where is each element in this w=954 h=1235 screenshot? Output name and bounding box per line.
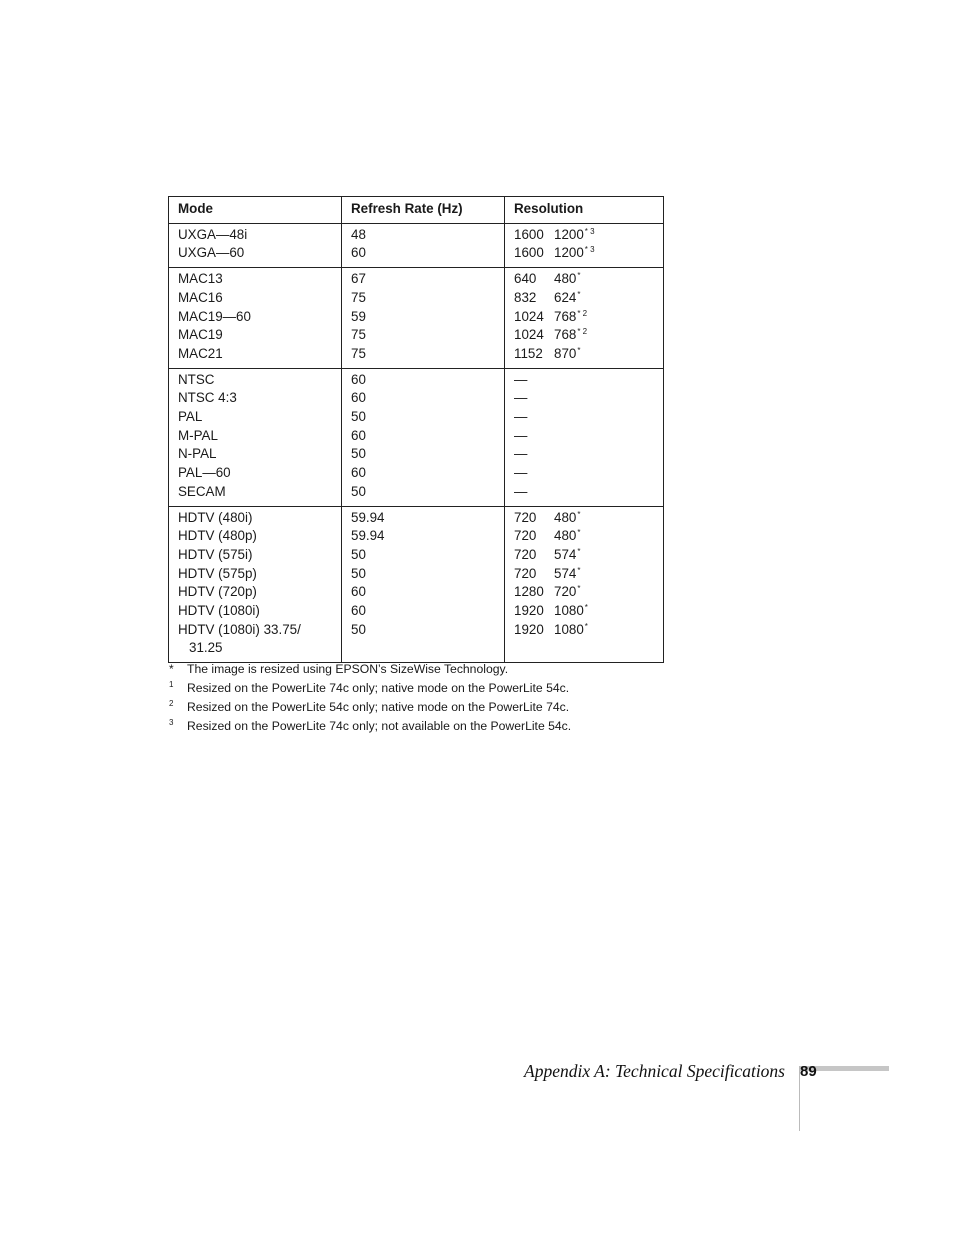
footnote-ref: * 2 xyxy=(577,327,588,337)
footnote-ref: * xyxy=(577,528,581,538)
refresh-rate: 60 xyxy=(351,584,366,600)
mode-name: HDTV (1080i) 33.75/ xyxy=(178,621,301,637)
resolution-width: 1024 xyxy=(514,327,544,343)
resolution-cell xyxy=(505,506,664,663)
footnote xyxy=(168,698,628,717)
refresh-rate: 60 xyxy=(351,371,366,387)
mode-name: HDTV (720p) xyxy=(178,584,257,600)
resolution-line xyxy=(514,326,654,345)
mode-name: HDTV (480p) xyxy=(178,528,257,544)
table-header-row xyxy=(169,197,664,224)
mode-name: PAL—60 xyxy=(178,465,231,481)
resolution-height: 768 xyxy=(554,327,577,343)
mode-name: HDTV (480i) xyxy=(178,509,253,525)
resolution-line xyxy=(514,427,654,446)
refresh-rate-cell xyxy=(342,268,505,369)
resolution-cell xyxy=(505,223,664,267)
resolution-height: 768 xyxy=(554,308,577,324)
refresh-rate: 60 xyxy=(351,390,366,406)
mode-name: NTSC xyxy=(178,371,215,387)
footnote-ref: * 2 xyxy=(577,308,588,318)
refresh-rate: 75 xyxy=(351,327,366,343)
resolution-width: 1920 xyxy=(514,603,544,619)
refresh-rate: 48 xyxy=(351,226,366,242)
footnote-mark: 1 xyxy=(169,680,174,689)
footnote-ref: * xyxy=(584,603,588,613)
resolution-line xyxy=(514,289,654,308)
footnote-ref: * xyxy=(584,621,588,631)
refresh-rate-cell xyxy=(342,506,505,663)
refresh-rate: 50 xyxy=(351,565,366,581)
footnote-mark: 2 xyxy=(169,699,174,708)
mode-name: UXGA—60 xyxy=(178,245,245,261)
refresh-rate: 50 xyxy=(351,446,366,462)
footnote-mark: 3 xyxy=(169,718,174,727)
resolution-width: 1280 xyxy=(514,584,544,600)
resolution-line xyxy=(514,621,654,640)
refresh-rate: 60 xyxy=(351,465,366,481)
mode-name: PAL xyxy=(178,409,203,425)
mode-cell xyxy=(169,223,342,267)
resolution-width: 1600 xyxy=(514,245,544,261)
not-applicable-dash: — xyxy=(514,483,528,499)
refresh-rate: 75 xyxy=(351,289,366,305)
resolution-line xyxy=(514,483,654,502)
table-row xyxy=(169,368,664,506)
page-number: 89 xyxy=(800,1063,817,1080)
mode-cell xyxy=(169,368,342,506)
footnote-ref: * xyxy=(577,584,581,594)
not-applicable-dash: — xyxy=(514,390,528,406)
resolution-line xyxy=(514,464,654,483)
mode-name: N-PAL xyxy=(178,446,217,462)
resolution-height: 1200 xyxy=(554,226,584,242)
footnote xyxy=(168,717,628,736)
resolution-width: 1600 xyxy=(514,226,544,242)
footnotes xyxy=(168,660,628,736)
footnote xyxy=(168,679,628,698)
refresh-rate: 60 xyxy=(351,603,366,619)
table-row xyxy=(169,506,664,663)
footnote-ref: * xyxy=(577,345,581,355)
header-resolution: Resolution xyxy=(505,197,664,224)
mode-name: NTSC 4:3 xyxy=(178,390,237,406)
refresh-rate: 67 xyxy=(351,271,366,287)
resolution-line xyxy=(514,270,654,289)
footnote xyxy=(168,660,628,679)
resolution-line xyxy=(514,546,654,565)
resolution-cell xyxy=(505,268,664,369)
not-applicable-dash: — xyxy=(514,371,528,387)
header-refresh-rate: Refresh Rate (Hz) xyxy=(342,197,505,224)
resolution-width: 1152 xyxy=(514,345,543,361)
resolution-height: 1080 xyxy=(554,603,584,619)
footnote-ref: * xyxy=(577,509,581,519)
resolution-line xyxy=(514,389,654,408)
mode-name: SECAM xyxy=(178,483,226,499)
resolution-height: 574 xyxy=(554,565,577,581)
resolution-cell xyxy=(505,368,664,506)
resolution-width: 720 xyxy=(514,546,537,562)
refresh-rate: 50 xyxy=(351,409,366,425)
row-spacer xyxy=(351,639,495,658)
not-applicable-dash: — xyxy=(514,446,528,462)
footnote-ref: * xyxy=(577,289,581,299)
footnote-ref: * xyxy=(577,565,581,575)
resolution-line xyxy=(514,583,654,602)
mode-name: MAC13 xyxy=(178,271,223,287)
mode-name: HDTV (575i) xyxy=(178,546,253,562)
resolution-height: 1080 xyxy=(554,621,584,637)
resolution-line xyxy=(514,445,654,464)
mode-name: UXGA—48i xyxy=(178,226,248,242)
resolution-line xyxy=(514,602,654,621)
refresh-rate: 59.94 xyxy=(351,509,385,525)
table-body xyxy=(169,223,664,662)
header-mode: Mode xyxy=(169,197,342,224)
resolution-height: 480 xyxy=(554,509,577,525)
footnote-ref: * xyxy=(577,546,581,556)
mode-name: M-PAL xyxy=(178,427,218,443)
footnote-ref: * xyxy=(577,271,581,281)
resolution-width: 640 xyxy=(514,271,537,287)
not-applicable-dash: — xyxy=(514,427,528,443)
resolution-width: 720 xyxy=(514,509,537,525)
resolution-line xyxy=(514,308,654,327)
resolution-line xyxy=(514,509,654,528)
mode-name: MAC21 xyxy=(178,345,223,361)
refresh-rate: 50 xyxy=(351,483,366,499)
refresh-rate-cell xyxy=(342,223,505,267)
refresh-rate: 50 xyxy=(351,546,366,562)
resolution-line xyxy=(514,345,654,364)
table-row xyxy=(169,223,664,267)
resolution-height: 480 xyxy=(554,271,577,287)
resolution-height: 870 xyxy=(554,345,577,361)
footnote-text: Resized on the PowerLite 54c only; native mode on the PowerLite 74c. xyxy=(187,700,570,714)
resolution-line xyxy=(514,371,654,390)
table-row xyxy=(169,268,664,369)
mode-cell xyxy=(169,268,342,369)
resolution-line xyxy=(514,226,654,245)
mode-cell xyxy=(169,506,342,663)
mode-name: MAC16 xyxy=(178,289,223,305)
resolution-width: 832 xyxy=(514,289,537,305)
resolution-width: 720 xyxy=(514,565,537,581)
resolution-line xyxy=(514,244,654,263)
refresh-rate: 59 xyxy=(351,308,366,324)
resolution-height: 574 xyxy=(554,546,577,562)
footnote-text: Resized on the PowerLite 74c only; native mode on the PowerLite 54c. xyxy=(187,681,570,695)
refresh-rate: 75 xyxy=(351,345,366,361)
mode-name: MAC19 xyxy=(178,327,223,343)
resolution-line xyxy=(514,408,654,427)
resolution-height: 480 xyxy=(554,528,577,544)
mode-name-continued: 31.25 xyxy=(189,640,223,656)
row-spacer xyxy=(514,639,654,658)
footnote-mark: * xyxy=(169,662,174,676)
display-modes-table xyxy=(168,196,664,663)
resolution-width: 1024 xyxy=(514,308,544,324)
footer-title: Appendix A: Technical Specifications xyxy=(524,1061,785,1081)
refresh-rate: 50 xyxy=(351,621,366,637)
resolution-height: 624 xyxy=(554,289,577,305)
resolution-width: 720 xyxy=(514,528,537,544)
refresh-rate-cell xyxy=(342,368,505,506)
mode-name: HDTV (1080i) xyxy=(178,603,260,619)
resolution-height: 1200 xyxy=(554,245,584,261)
footnote-text: Resized on the PowerLite 74c only; not available on the PowerLite 54c. xyxy=(187,719,572,733)
refresh-rate: 60 xyxy=(351,427,366,443)
resolution-height: 720 xyxy=(554,584,577,600)
resolution-line xyxy=(514,565,654,584)
mode-name: HDTV (575p) xyxy=(178,565,257,581)
not-applicable-dash: — xyxy=(514,465,528,481)
footnote-ref: * 3 xyxy=(584,245,595,255)
refresh-rate: 59.94 xyxy=(351,528,385,544)
mode-name: MAC19—60 xyxy=(178,308,251,324)
not-applicable-dash: — xyxy=(514,409,528,425)
footnote-ref: * 3 xyxy=(584,226,595,236)
resolution-line xyxy=(514,527,654,546)
footnote-text: The image is resized using EPSON’s SizeWise Technology. xyxy=(187,662,509,676)
refresh-rate: 60 xyxy=(351,245,366,261)
resolution-width: 1920 xyxy=(514,621,544,637)
